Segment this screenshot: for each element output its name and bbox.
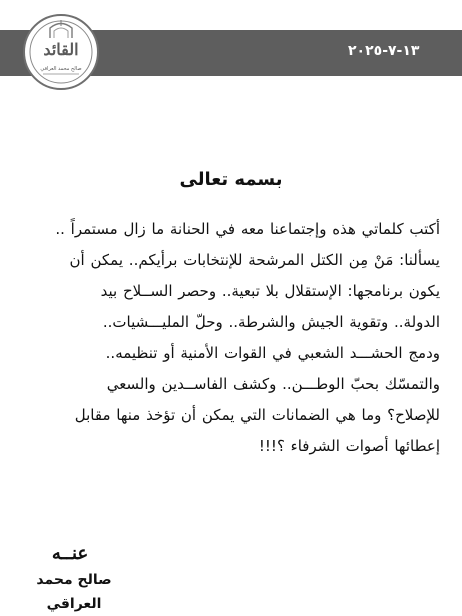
date-label: ١٣-٧-٢٠٢٥	[348, 43, 420, 59]
document-title: بسمه تعالى	[179, 169, 283, 190]
document-body	[14, 214, 440, 462]
body-line: أكتب كلماتي هذه وإجتماعنا معه في الحنانة ما زال مستمراً ..	[55, 220, 440, 238]
body-line: الدولة.. وتقوية الجيش والشرطة.. وحلّ المليـــشيات..	[102, 313, 440, 331]
page-header	[0, 0, 462, 90]
signature-author: صالح محمد العراقي	[36, 572, 112, 612]
body-line: يكون برنامجها: الإستقلال بلا تبعية.. وحصر الســلاح بيد	[100, 282, 440, 300]
signature-signoff: عنــه	[51, 543, 89, 564]
logo-title: القائد	[43, 40, 79, 59]
body-line: إعطائها أصوات الشرفاء ؟!!!	[258, 437, 440, 455]
al-qaed-logo-icon	[23, 14, 99, 90]
body-line: يسألنا: مَنْ مِن الكتل المرشحة للإنتخابات برأيكم.. يمكن أن	[69, 251, 440, 269]
body-line: للإصلاح؟ وما هي الضمانات التي يمكن أن تؤخذ منها مقابل	[74, 406, 440, 424]
logo-subtitle: صالح محمد العراقي	[40, 66, 82, 72]
body-line: ودمج الحشـــد الشعبي في القوات الأمنية أو تنظيمه..	[105, 344, 440, 362]
body-line: والتمسّك بحبّ الوطـــن.. وكشف الفاســدين والسعي	[106, 375, 440, 393]
